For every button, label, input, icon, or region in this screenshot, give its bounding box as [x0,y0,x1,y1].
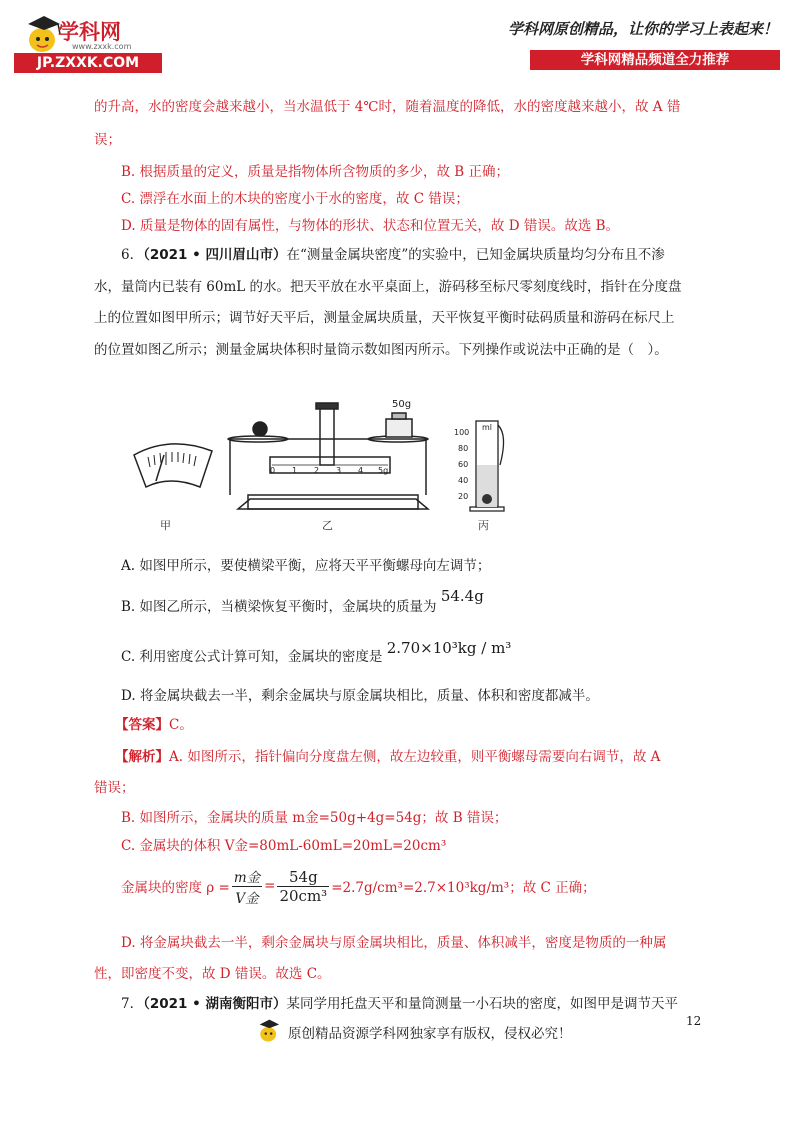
q6-figure [120,395,540,535]
analysis-line-2: 错误； [94,780,135,796]
q6-option-c-value: 2.70×10³kg / m³ [386,639,512,657]
dial-figure [134,444,212,487]
cylinder-figure [470,421,504,511]
cyl-unit: ml [482,423,493,432]
logo-url: JP.ZXXK.COM [14,53,162,73]
q6-line-2: 水，量筒内已装有 60mL 的水。把天平放在水平桌面上，游码移至标尺零刻度线时，指针在分度盘 [94,279,682,295]
prev-line-2: 误； [94,132,121,148]
q6-text-1: 在“测量金属块密度”的实验中，已知金属块质量均匀分布且不渗 [286,247,665,263]
page-number: 12 [686,1014,702,1028]
q6-number: 6． [121,247,144,263]
q6-option-b [121,587,484,617]
fig-label-yi: 乙 [322,519,333,532]
frac-num: m金 [232,866,262,887]
q6-option-b-value: 54.4g [440,587,484,605]
logo-sub: www.zxxk.com [72,42,132,51]
cyl-tick-40: 40 [458,476,469,485]
analysis-a1: A. 如图所示，指针偏向分度盘左侧，故左边较重，则平衡螺母需要向右调节，故 A [169,749,661,765]
cyl-tick-80: 80 [458,444,469,453]
cyl-tick-100: 100 [454,428,470,437]
prev-option-b: B. 根据质量的定义，质量是指物体所含物质的多少，故 B 正确； [121,164,510,180]
q6-option-d: D. 将金属块截去一半，剩余金属块与原金属块相比，质量、体积和密度都减半。 [121,688,599,704]
scale-tick-0: 0 [270,466,276,475]
q6-line-4: 的位置如图乙所示；测量金属块体积时量筒示数如图丙所示。下列操作或说法中正确的是（ ）。 [94,342,668,358]
scale-tick-3: 3 [336,466,342,475]
analysis-line-1 [115,747,660,767]
q7-line-1 [121,994,678,1014]
analysis-label: 【解析】 [115,749,169,765]
scale-tick-5: 5g [378,466,389,475]
brand-logo [14,12,164,74]
answer-label: 【答案】 [115,717,169,733]
analysis-c: C. 金属块的体积 V金=80mL-60mL=20mL=20cm³ [121,838,447,854]
answer-value: C。 [169,717,193,733]
cyl-tick-60: 60 [458,460,469,469]
scale-tick-1: 1 [292,466,298,475]
analysis-d1: D. 将金属块截去一半，剩余金属块与原金属块相比，质量、体积减半，密度是物质的一种属 [121,935,667,951]
cyl-tick-20: 20 [458,492,469,501]
logo-text: 学科网 [58,20,121,44]
frac-den: V金 [235,890,259,907]
q6-option-c [121,639,512,667]
header-slogan: 学科网原创精品，让你的学习上表起来！ [507,20,778,38]
footer-text: 原创精品资源学科网独家享有版权，侵权必究！ [288,1026,572,1042]
prev-option-d: D. 质量是物体的固有属性，与物体的形状、状态和位置无关，故 D 错误。故选 B。 [121,218,620,234]
density-suffix: =2.7g/cm³=2.7×10³kg/m³；故 C 正确； [331,880,596,896]
q7-source: （2021 • 湖南衡阳市） [143,996,287,1012]
header-banner: 学科网精品频道全力推荐 [530,50,780,70]
density-prefix: 金属块的密度 ρ = [121,880,230,896]
weight-label: 50g [392,399,412,410]
equals-sign: = [264,878,276,894]
density-fraction-symbol [232,866,262,907]
fig-label-bing: 丙 [478,519,489,532]
density-fraction-value [277,868,329,905]
q7-number: 7． [121,996,144,1012]
q6-option-b-text: B. 如图乙所示，当横梁恢复平衡时，金属块的质量为 [121,599,437,615]
q6-line-1 [121,245,665,265]
q6-option-a: A. 如图甲所示，要使横梁平衡，应将天平平衡螺母向左调节； [121,558,491,574]
q7-text-1: 某同学用托盘天平和量筒测量一小石块的密度，如图甲是调节天平 [286,996,678,1012]
prev-line-1: 的升高，水的密度会越来越小，当水温低于 4℃时，随着温度的降低，水的密度越来越小，故 A 错 [94,99,681,115]
density-formula [121,860,596,912]
frac2-den: 20cm³ [279,886,328,905]
prev-option-c: C. 漂浮在水面上的木块的密度小于水的密度，故 C 错误； [121,191,469,207]
analysis-d2: 性，即密度不变，故 D 错误。故选 C。 [94,966,331,982]
scale-tick-2: 2 [314,466,320,475]
scale-tick-4: 4 [358,466,364,475]
footer-mascot-icon [256,1016,284,1044]
analysis-b: B. 如图所示，金属块的质量 m金=50g+4g=54g；故 B 错误； [121,810,508,826]
q6-option-c-text: C. 利用密度公式计算可知，金属块的密度是 [121,649,383,665]
fig-label-jia: 甲 [160,519,171,532]
q6-line-3: 上的位置如图甲所示；调节好天平后，测量金属块质量，天平恢复平衡时砝码质量和游码在标尺上 [94,310,675,326]
frac2-num: 54g [277,868,329,887]
q6-source: （2021 • 四川眉山市） [143,247,287,263]
answer-line [115,715,193,735]
balance-figure [228,403,428,509]
